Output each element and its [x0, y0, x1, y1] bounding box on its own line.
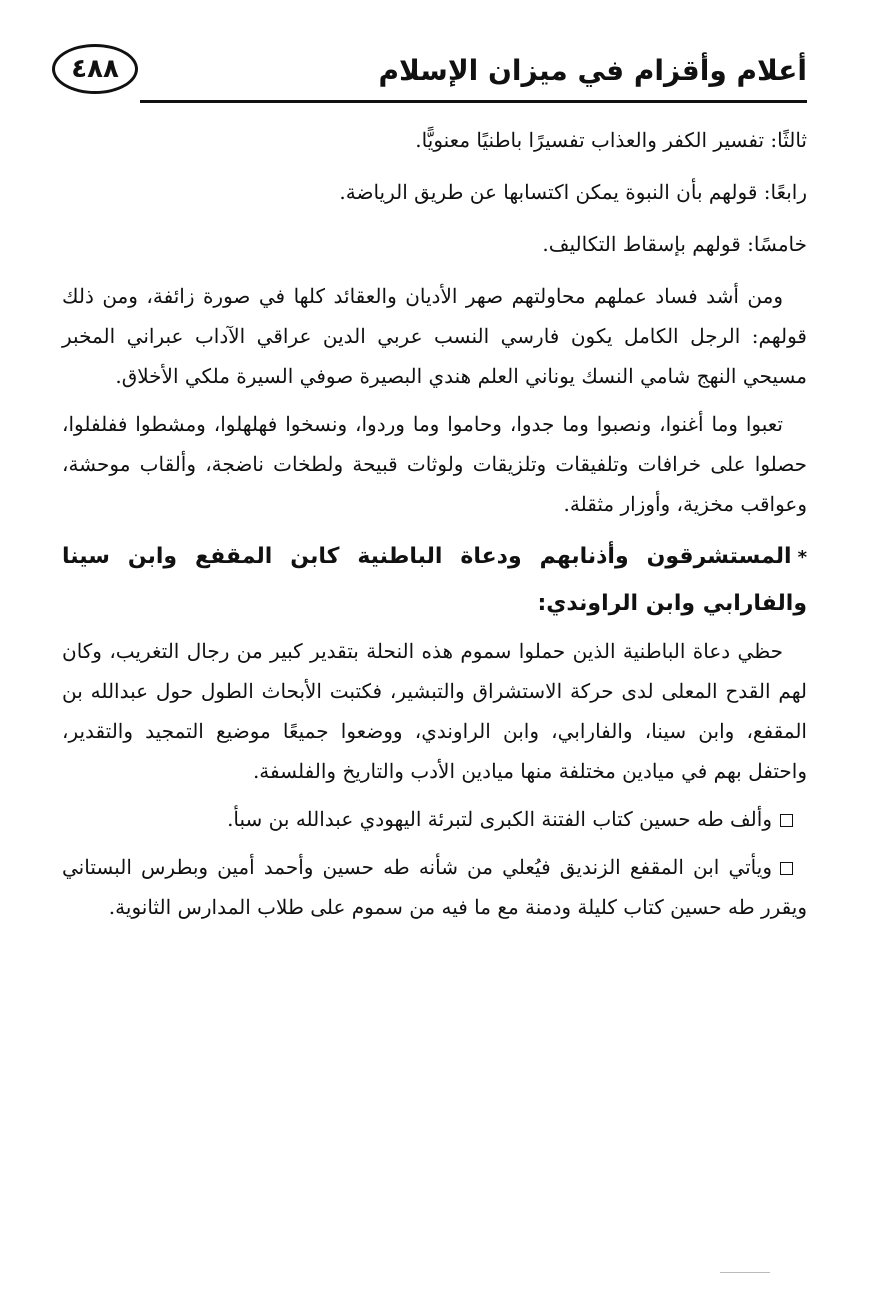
- section-heading-text: المستشرقون وأذنابهم ودعاة الباطنية كابن المقفع وابن سينا والفارابي وابن الراوندي:: [62, 544, 807, 616]
- star-icon: *: [797, 547, 807, 568]
- page-number: ٤٨٨: [71, 54, 119, 84]
- paragraph-batiniya: حظي دعاة الباطنية الذين حملوا سموم هذه النحلة بتقدير كبير من رجال التغريب، وكان لهم القدح المعلى لدى حركة الاستشراق والتبشير، فكتبت الأبحاث الطول حول عبدالله بن المقفع، وابن سينا، والفارابي، وابن الراوندي، ووضعوا جميعًا موضيع التمجيد والتقدير، واحتفل بهم في ميادين مختلفة منها ميادين الأدب والتاريخ والفلسفة.: [62, 639, 807, 783]
- page-number-frame: [52, 44, 138, 94]
- section-heading: [62, 534, 807, 627]
- page-body: [62, 120, 807, 935]
- header-rule: [140, 100, 807, 103]
- square-bullet-icon: [780, 814, 793, 827]
- bullet-item-text: ويأتي ابن المقفع الزنديق فيُعلي من شأنه طه حسين وأحمد أمين وبطرس البستاني ويقرر طه حسين كتاب كليلة ودمنة مع ما فيه من سموم على طلاب المدارس الثانوية.: [62, 855, 807, 919]
- page-header: [52, 40, 807, 104]
- bullet-item-text: وألف طه حسين كتاب الفتنة الكبرى لتبرئة اليهودي عبدالله بن سبأ.: [227, 807, 772, 831]
- paragraph-efforts: تعبوا وما أغنوا، ونصبوا وما جدوا، وحاموا وما وردوا، ونسخوا فهلهلوا، ومشطوا ففلفلوا، حصلوا على خرافات وتلفيقات وتلزيقات ولوثات قبيحة ولطخات ناضجة، وألقاب موحشة، وعواقب مخزية، وأوزار مثقلة.: [62, 412, 807, 516]
- list-item-fourth: رابعًا: قولهم بأن النبوة يمكن اكتسابها عن طريق الرياضة.: [339, 180, 807, 204]
- book-title: أعلام وأقزام في ميزان الإسلام: [378, 54, 807, 87]
- list-item-third: ثالثًا: تفسير الكفر والعذاب تفسيرًا باطنيًا معنويًّا.: [415, 128, 807, 152]
- paragraph-religions: ومن أشد فساد عملهم محاولتهم صهر الأديان والعقائد كلها في صورة زائفة، ومن ذلك قولهم: الرجل الكامل يكون فارسي النسب عربي الدين عراقي الآداب عبراني المخبر مسيحي النهج شامي النسك يوناني العلم هندي البصيرة صوفي السيرة ملكي الأخلاق.: [62, 284, 807, 388]
- bullet-item: [62, 847, 807, 927]
- list-item-fifth: خامسًا: قولهم بإسقاط التكاليف.: [542, 232, 807, 256]
- footer-mark: [720, 1272, 770, 1273]
- square-bullet-icon: [780, 862, 793, 875]
- bullet-item: [62, 799, 807, 839]
